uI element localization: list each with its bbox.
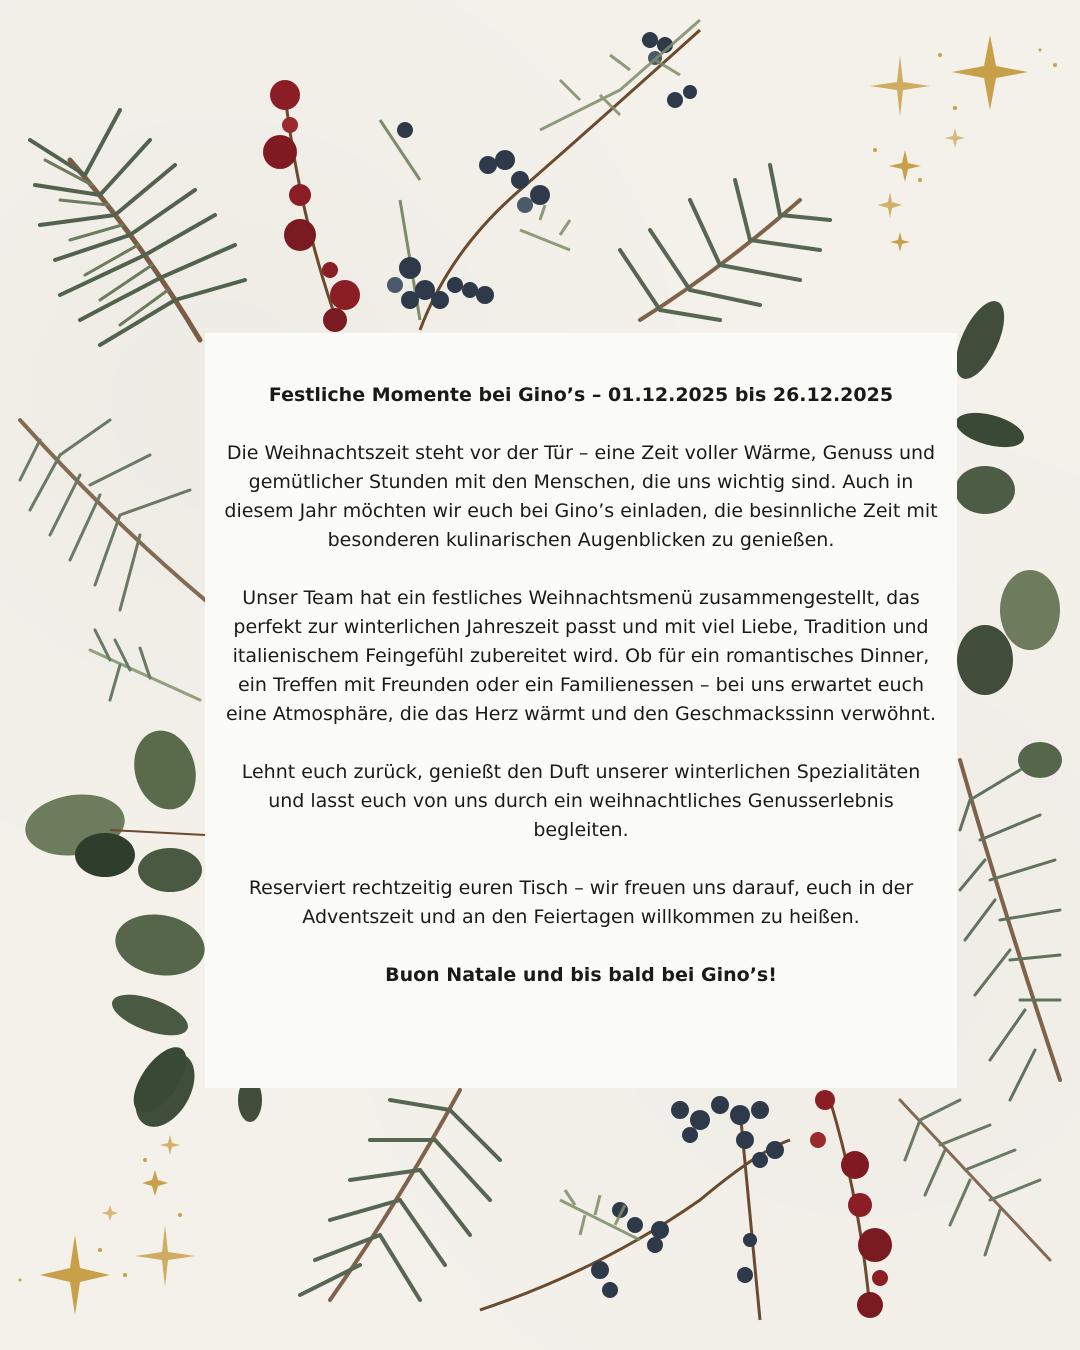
leaves-right — [946, 294, 1062, 778]
pine-branch-top-left — [30, 110, 245, 345]
letter-paragraph-4: Reserviert rechtzeitig euren Tisch – wir freuen uns darauf, euch in der Adventszeit und an den Feiertagen willkommen zu heißen. — [248, 877, 914, 928]
pine-branch-bottom — [300, 1090, 500, 1300]
letter-closing: Buon Natale und bis bald bei Gino’s! — [385, 964, 777, 986]
red-berries-top — [263, 80, 360, 332]
pine-branch-left — [20, 420, 205, 700]
letter-heading: Festliche Momente bei Gino’s – 01.12.2025 bis 26.12.2025 — [268, 384, 894, 406]
letter-paragraph-3: Lehnt euch zurück, genießt den Duft unserer winterlichen Spezialitäten und lasst euch von uns durch ein weihnachtliches Genusserlebnis begleiten. — [241, 761, 921, 841]
letter-paragraph-2: Unser Team hat ein festliches Weihnachtsmenü zusammengestellt, das perfekt zur winterlichen Jahreszeit passt und mit viel Liebe, Tradition und italienischem Feingefühl zubereitet wird. Ob für ein romantisches Dinner, ein Treffen mit Freunden oder ein Familienessen – bei uns erwartet euch eine Atmosphäre, die das Herz wärmt und den Geschmackssinn verwöhnt. — [225, 587, 937, 725]
pine-branch-top-right — [620, 165, 830, 320]
juniper-berries-top — [380, 30, 700, 330]
letter-card — [205, 333, 957, 1088]
pine-branch-bottom-right — [900, 1100, 1050, 1260]
pine-branch-right — [960, 760, 1060, 1100]
juniper-berries-bottom — [480, 1096, 790, 1320]
red-berries-bottom — [810, 1090, 892, 1318]
letter-paragraph-1: Die Weihnachtszeit steht vor der Tür – eine Zeit voller Wärme, Genuss und gemütlicher Stunden mit den Menschen, die uns wichtig sind. Auch in diesem Jahr möchten wir euch bei Gino’s einladen, die besinnliche Zeit mit besonderen kulinarischen Augenblicken zu genießen. — [224, 442, 938, 551]
fir-sprig-bottom — [560, 1190, 640, 1240]
